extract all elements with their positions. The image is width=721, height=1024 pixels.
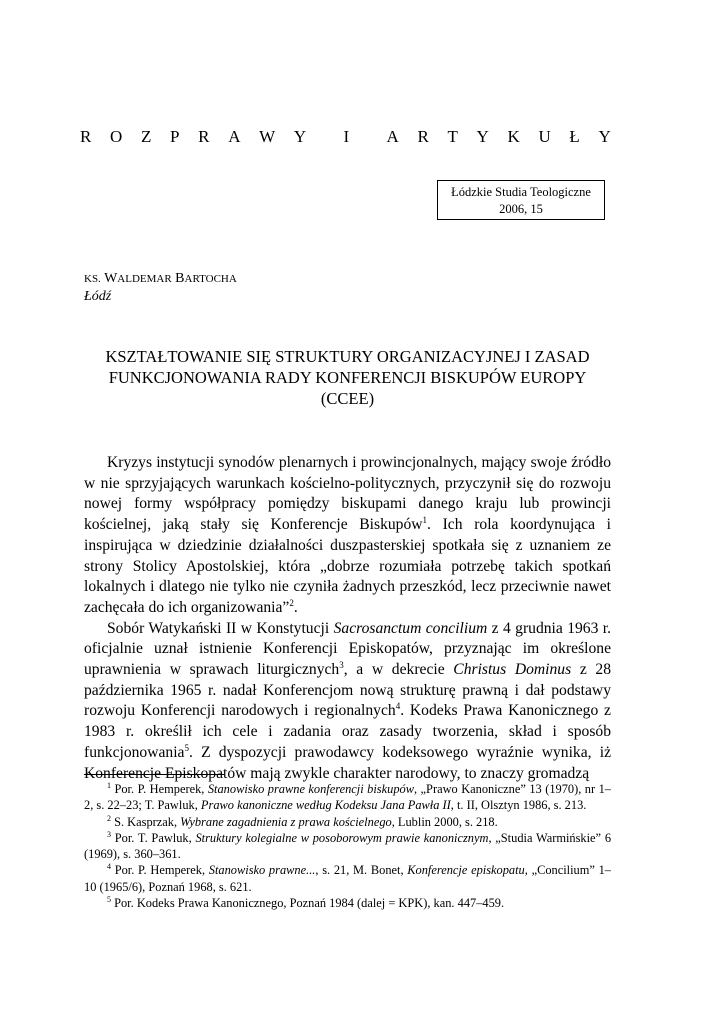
footnote: $^5$ Por. Kodeks Prawa Kanonicznego, Poznań 1984 (dalej = KPK), kan. 447–459. xyxy=(107,894,505,911)
journal-name: Łódzkie Studia Teologiczne xyxy=(451,185,591,199)
footnote: $^2$ S. Kasprzak, Wybrane zagadnienia z prawa kościelnego, Lublin 2000, s. 218. xyxy=(107,813,498,829)
footnote-ref: 1 xyxy=(422,514,428,525)
header-letter: R xyxy=(198,127,210,146)
header-letter: K xyxy=(507,127,520,146)
author-name: KS. WALDEMAR BARTOCHA xyxy=(84,271,237,286)
article-title: KSZTAŁTOWANIE SIĘ STRUKTURY ORGANIZACYJNEJ I ZASAD FUNKCJONOWANIA RADY KONFERENCJI BISKUPÓW EUROPY (CCEE) xyxy=(105,347,590,408)
header-letter: Y xyxy=(293,127,307,146)
journal-issue: 2006, 15 xyxy=(499,202,543,216)
journal-info-box xyxy=(437,180,605,220)
header-letter: O xyxy=(110,127,123,146)
author-block xyxy=(84,270,237,305)
header-letter: R xyxy=(417,127,429,146)
paragraph: Sobór Watykański II w Konstytucji Sacrosanctum concilium z 4 grudnia 1963 r. oficjalnie uznał istnienie Konferencji Episkopatów, przyznając im określone uprawnienia w sprawach liturgicznych$^3$, a w dekrecie Christus Dominus z 28 października 1965 r. nadał Konferencjom nową strukturę prawną i dał podstawy rozwoju Konferencji narodowych i regionalnych$^4$. Kodeks Prawa Kanonicznego z 1983 r. określił ich cele i zadania oraz zasady tworzenia, skład i sposób funkcjonowania$^5$. Z dyspozycji prawodawcy kodeksowego wyraźnie wynika, iż Konferencje Episkopatów mają zwykle charakter narodowy, to znaczy gromadzą xyxy=(84,619,612,782)
header-letter: U xyxy=(538,127,551,146)
header-letter: Ł xyxy=(569,127,580,146)
header-letter: Y xyxy=(598,127,611,146)
header-letter: W xyxy=(259,127,276,146)
footnote: $^1$ Por. P. Hemperek, Stanowisko prawne konferencji biskupów, „Prawo Kanoniczne” 13 (1970), nr 1–2, s. 22–23; T. Pawluk, Prawo kanoniczne według Kodeksu Jana Pawła II, t. II, Olsztyn 1986, s. 213. xyxy=(84,780,611,813)
footnote-ref: 3 xyxy=(339,659,344,670)
section-header xyxy=(80,127,611,147)
header-letter: I xyxy=(343,127,350,146)
header-letter: P xyxy=(170,127,180,146)
footnote-divider xyxy=(84,774,224,775)
header-letter: Z xyxy=(140,127,152,146)
author-place: Łódź xyxy=(84,289,112,304)
paragraph: Kryzys instytucji synodów plenarnych i prowincjonalnych, mający swoje źródło w nie sprzyjających warunkach kościelno-politycznych, przyczynił się do rozwoju nowej formy współpracy pomiędzy biskupami danego kraju lub prowincji kościelnej, jaką stały się Konferencje Biskupów$^1$. Ich rola koordynująca i inspirująca w dziedzinie działalności duszpasterskiej spotkała się z uznaniem ze strony Stolicy Apostolskiej, która „dobrze rozumiała potrzebę takich spotkań lokalnych i dlatego nie tylko nie czyniła żadnych przeszkód, lecz przeciwnie nawet zachęcała do ich organizowania”$^2$. xyxy=(84,454,611,616)
footnotes xyxy=(84,781,611,911)
footnote-ref: 2 xyxy=(289,597,294,608)
header-letter: A xyxy=(228,127,241,146)
footnote-ref: 5 xyxy=(184,742,189,753)
footnote: $^4$ Por. P. Hemperek, Stanowisko prawne..., s. 21, M. Bonet, Konferencje episkopatu, „Concilium” 1–10 (1965/6), Poznań 1968, s. 621. xyxy=(84,862,611,894)
header-letter: Y xyxy=(476,127,489,146)
footnote-ref: 4 xyxy=(395,701,401,712)
header-letter: R xyxy=(80,127,92,146)
header-letter: A xyxy=(386,127,399,146)
footnote: $^3$ Por. T. Pawluk, Struktury kolegialne w posoborowym prawie kanonicznym, „Studia Warmińskie” 6 (1969), s. 360–361. xyxy=(84,829,612,862)
header-letter: T xyxy=(447,127,458,146)
article-body xyxy=(84,453,611,784)
